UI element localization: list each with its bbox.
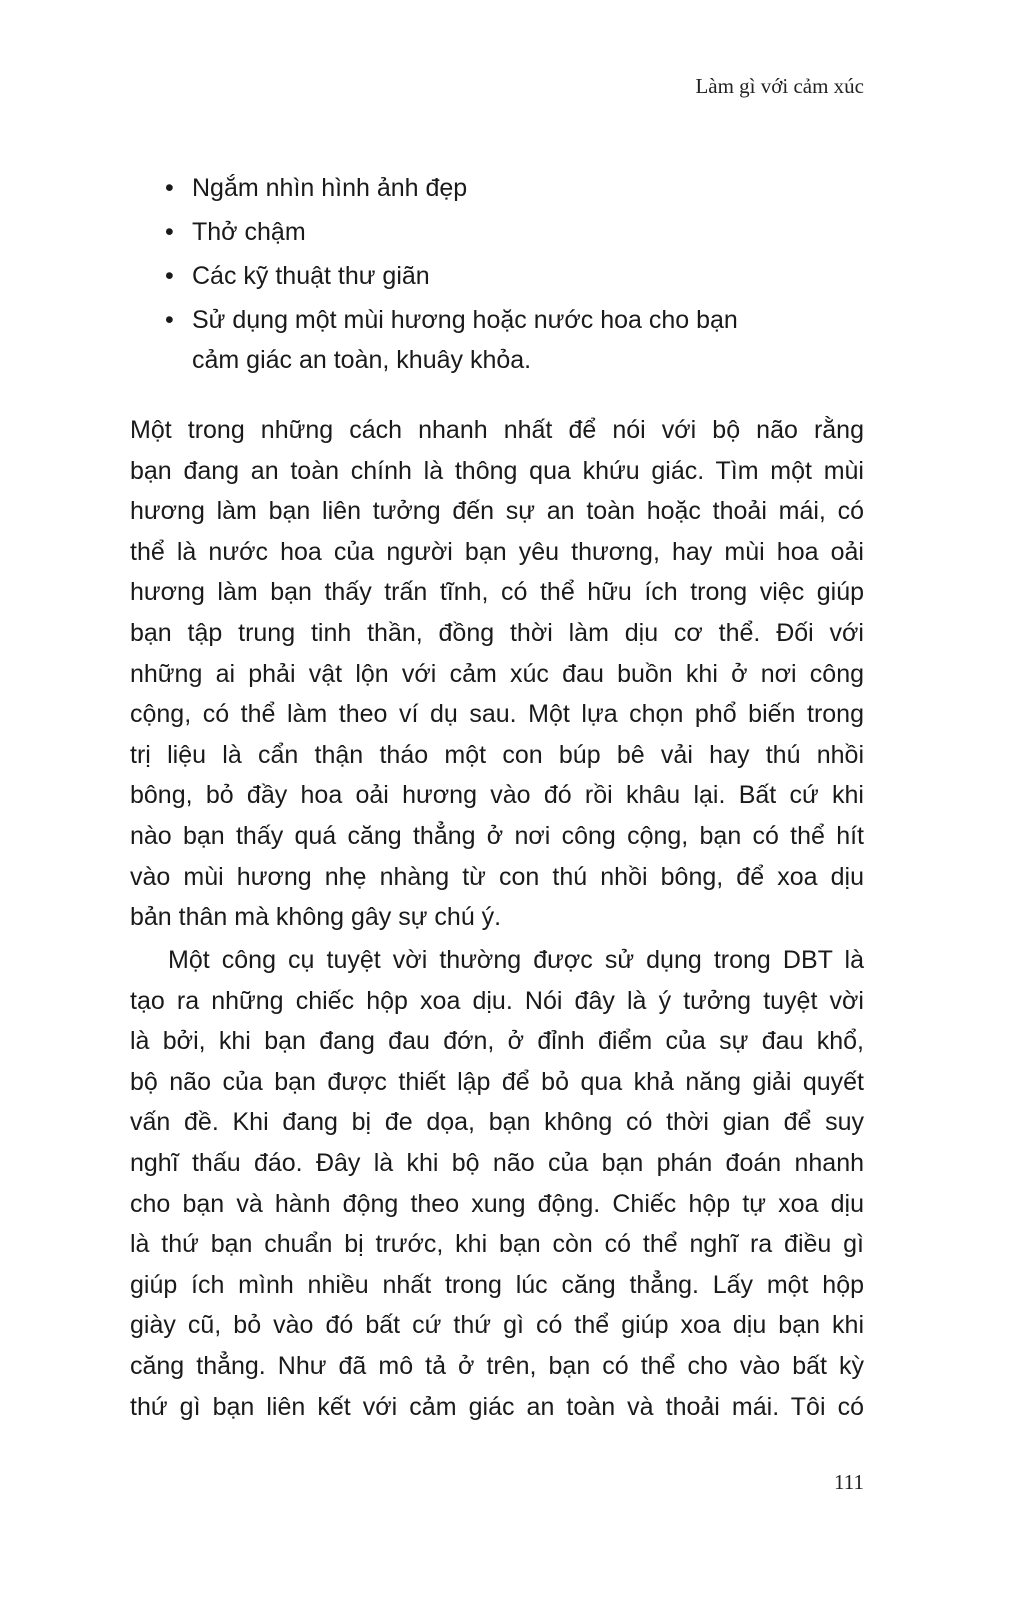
bullet-list xyxy=(165,168,738,384)
text-line: tạo ra những chiếc hộp xoa dịu. Nói đây là ý tưởng tuyệt vời xyxy=(130,986,864,1015)
bullet-text-line: Các kỹ thuật thư giãn xyxy=(192,262,430,290)
text-line: bạn tập trung tinh thần, đồng thời làm dịu cơ thể. Đối với xyxy=(130,618,864,647)
text-line: là thứ bạn chuẩn bị trước, khi bạn còn có thể nghĩ ra điều gì xyxy=(130,1230,864,1259)
text-line: giúp ích mình nhiều nhất trong lúc căng thẳng. Lấy một hộp xyxy=(130,1270,864,1299)
bullet-text-line: Thở chậm xyxy=(192,218,306,246)
bullet-item xyxy=(165,168,738,208)
bullet-item xyxy=(165,256,738,296)
text-line: bạn đang an toàn chính là thông qua khứu giác. Tìm một mùi xyxy=(130,456,864,485)
text-line: nghĩ thấu đáo. Đây là khi bộ não của bạn phán đoán nhanh xyxy=(130,1148,864,1177)
text-line: giày cũ, bỏ vào đó bất cứ thứ gì có thể giúp xoa dịu bạn khi xyxy=(130,1311,864,1340)
bullet-item xyxy=(165,212,738,252)
text-line: bộ não của bạn được thiết lập để bỏ qua khả năng giải quyết xyxy=(130,1067,864,1096)
text-line: vấn đề. Khi đang bị đe dọa, bạn không có thời gian để suy xyxy=(130,1108,864,1137)
text-line: căng thẳng. Như đã mô tả ở trên, bạn có thể cho vào bất kỳ xyxy=(130,1351,864,1380)
bullet-dot-icon: • xyxy=(165,174,174,202)
page-number: 111 xyxy=(834,1470,864,1494)
text-line: vào mùi hương nhẹ nhàng từ con thú nhồi bông, để xoa dịu xyxy=(130,862,864,891)
bullet-text-line: cảm giác an toàn, khuây khỏa. xyxy=(192,346,532,374)
text-line: hương làm bạn liên tưởng đến sự an toàn hoặc thoải mái, có xyxy=(130,497,864,526)
text-line: trị liệu là cẩn thận tháo một con búp bê vải hay thú nhồi xyxy=(130,740,864,769)
text-line: cho bạn và hành động theo xung động. Chiếc hộp tự xoa dịu xyxy=(130,1189,864,1218)
paragraph-2 xyxy=(130,940,864,1427)
paragraph-1 xyxy=(130,410,864,938)
text-line: bông, bỏ đầy hoa oải hương vào đó rồi khâu lại. Bất cứ khi xyxy=(130,781,864,810)
bullet-dot-icon: • xyxy=(165,218,174,246)
bullet-text-line: Ngắm nhìn hình ảnh đẹp xyxy=(192,174,468,202)
text-line: thể là nước hoa của người bạn yêu thương, hay mùi hoa oải xyxy=(130,537,864,566)
text-line: bản thân mà không gây sự chú ý. xyxy=(130,903,502,932)
bullet-dot-icon: • xyxy=(165,262,174,290)
text-line: những ai phải vật lộn với cảm xúc đau buồn khi ở nơi công xyxy=(130,659,864,688)
bullet-item xyxy=(165,300,738,380)
running-header: Làm gì với cảm xúc xyxy=(695,74,864,98)
text-line: Một trong những cách nhanh nhất để nói với bộ não rằng xyxy=(130,416,864,444)
text-line: hương làm bạn thấy trấn tĩnh, có thể hữu ích trong việc giúp xyxy=(130,578,864,607)
text-line: là bởi, khi bạn đang đau đớn, ở đỉnh điểm của sự đau khổ, xyxy=(130,1027,864,1056)
text-line: nào bạn thấy quá căng thẳng ở nơi công cộng, bạn có thể hít xyxy=(130,821,864,850)
bullet-text-line: Sử dụng một mùi hương hoặc nước hoa cho bạn xyxy=(192,306,738,334)
text-line: thứ gì bạn liên kết với cảm giác an toàn và thoải mái. Tôi có xyxy=(130,1392,864,1421)
text-line: Một công cụ tuyệt vời thường được sử dụng trong DBT là xyxy=(168,946,864,974)
bullet-dot-icon: • xyxy=(165,306,174,334)
text-line: cộng, có thể làm theo ví dụ sau. Một lựa chọn phổ biến trong xyxy=(130,700,864,729)
